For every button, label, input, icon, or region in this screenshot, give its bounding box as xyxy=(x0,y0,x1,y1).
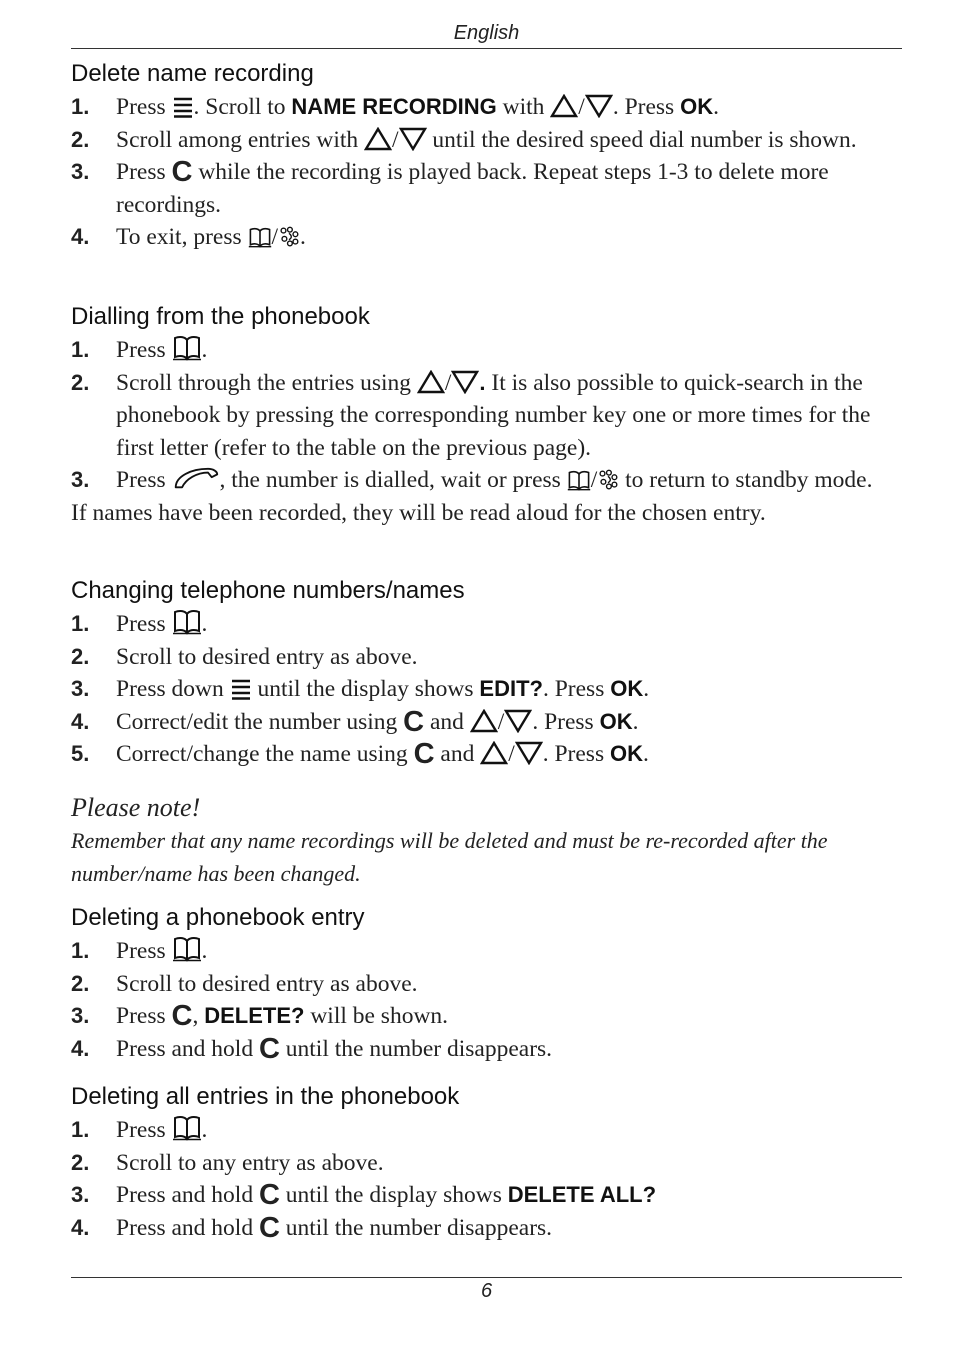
step-3 xyxy=(71,1000,902,1033)
step-text: . xyxy=(201,337,208,363)
step-text: . xyxy=(479,369,486,395)
step-text: . xyxy=(642,741,649,767)
step-text: Press xyxy=(116,1117,172,1143)
step-text: Press and hold xyxy=(116,1182,259,1208)
section-heading: Dialling from the phonebook xyxy=(71,303,370,330)
step-number: 2. xyxy=(71,1149,90,1175)
up-arrow-icon xyxy=(470,709,498,733)
step-text: Press and hold xyxy=(116,1214,259,1241)
section-changing-numbers-names xyxy=(71,576,902,771)
ok-key-label: OK xyxy=(599,708,633,734)
step-1 xyxy=(71,935,902,968)
step-text: . xyxy=(632,708,639,735)
up-arrow-icon xyxy=(550,94,578,118)
step-text: and xyxy=(434,741,481,767)
step-number: 1. xyxy=(71,337,90,362)
step-number: 1. xyxy=(71,611,90,636)
clear-key-icon: C xyxy=(171,1000,193,1032)
step-4 xyxy=(71,706,902,739)
step-number: 2. xyxy=(71,970,90,996)
note-body: Remember that any name recordings will be deleted and must be re-recorded after the number/name has been changed. xyxy=(71,828,828,886)
step-3 xyxy=(71,673,902,706)
note-box xyxy=(71,791,902,890)
ok-key-label: OK xyxy=(609,741,643,766)
step-text: Press down xyxy=(116,676,230,702)
display-text-delete: DELETE? xyxy=(204,1003,305,1028)
phonebook-icon xyxy=(172,609,202,635)
step-number: 4. xyxy=(71,708,90,734)
clear-key-icon: C xyxy=(258,1032,280,1065)
phonebook-icon xyxy=(172,936,202,962)
step-number: 2. xyxy=(71,643,90,669)
header-divider xyxy=(71,48,902,49)
step-text: Scroll to desired entry as above. xyxy=(116,643,418,670)
ok-key-label: OK xyxy=(680,94,714,119)
step-text: to return to standby mode. xyxy=(619,467,873,493)
down-arrow-icon xyxy=(504,709,532,733)
step-text: To exit, press xyxy=(116,224,248,250)
display-text-edit: EDIT? xyxy=(479,676,543,701)
step-1 xyxy=(71,1114,902,1147)
step-text: Press and hold xyxy=(116,1035,259,1062)
section-dialling-from-phonebook xyxy=(71,302,902,529)
slash-separator: / xyxy=(590,467,598,493)
phonebook-icon xyxy=(172,335,202,361)
step-2 xyxy=(71,641,902,674)
step-text: . xyxy=(713,94,719,120)
step-text: Scroll among entries with xyxy=(116,126,365,153)
recorded-names-note: If names have been recorded, they will be read aloud for the chosen entry. xyxy=(71,499,766,526)
step-text: Press xyxy=(116,938,172,964)
step-number: 5. xyxy=(71,741,90,766)
step-1 xyxy=(71,91,902,124)
step-text: . Press xyxy=(542,741,610,767)
up-arrow-icon xyxy=(480,741,508,765)
step-number: 4. xyxy=(71,224,90,249)
up-arrow-icon xyxy=(364,127,392,151)
step-text: until the display shows xyxy=(279,1182,508,1208)
phonebook-icon xyxy=(248,227,272,248)
end-call-icon xyxy=(597,469,619,491)
section-heading: Changing telephone numbers/names xyxy=(71,577,465,604)
step-text: while the recording is played back. Repeat steps 1-3 to delete more recordings. xyxy=(116,159,829,218)
step-text: will be shown. xyxy=(304,1003,449,1029)
step-text: Correct/edit the number using xyxy=(116,708,404,735)
step-number: 3. xyxy=(71,1182,90,1207)
up-arrow-icon xyxy=(417,370,445,394)
section-heading: Deleting a phonebook entry xyxy=(71,904,365,931)
slash-separator: / xyxy=(497,708,505,735)
step-text: Press xyxy=(116,159,172,185)
step-text: Press xyxy=(116,611,172,637)
section-heading: Deleting all entries in the phonebook xyxy=(71,1083,460,1110)
step-number: 3. xyxy=(71,1003,90,1028)
step-number: 3. xyxy=(71,676,90,701)
language-header: English xyxy=(453,22,520,44)
step-number: 2. xyxy=(71,369,90,395)
step-number: 1. xyxy=(71,94,90,119)
step-2 xyxy=(71,124,902,157)
step-1 xyxy=(71,334,902,367)
step-text: , xyxy=(192,1003,205,1029)
step-2 xyxy=(71,968,902,1001)
step-4 xyxy=(71,1212,902,1245)
step-text: and xyxy=(424,708,470,735)
step-text: . Press xyxy=(532,708,600,735)
step-3 xyxy=(71,1179,902,1212)
step-text: Press xyxy=(116,94,172,120)
step-1 xyxy=(71,608,902,641)
step-2 xyxy=(71,367,902,465)
step-text: . Press xyxy=(542,676,611,702)
step-text: with xyxy=(496,94,551,120)
step-text: Scroll through the entries using xyxy=(116,369,417,396)
step-3 xyxy=(71,156,902,221)
step-number: 3. xyxy=(71,159,90,184)
step-4 xyxy=(71,221,902,254)
step-text: . xyxy=(201,1117,208,1143)
slash-separator: / xyxy=(444,369,452,396)
step-text: It is also possible to quick-search in the phonebook by pressing the corresponding number key one or more times for the first letter (refer to the table on the previous page). xyxy=(116,369,871,461)
display-text-name-recording: NAME RECORDING xyxy=(291,94,497,119)
down-arrow-icon xyxy=(451,370,479,394)
clear-key-icon: C xyxy=(258,1211,280,1244)
phonebook-icon xyxy=(567,470,591,491)
section-delete-name-recording xyxy=(71,59,902,254)
step-text: Scroll to any entry as above. xyxy=(116,1149,384,1176)
step-number: 4. xyxy=(71,1214,90,1240)
step-text: until the number disappears. xyxy=(279,1214,553,1241)
section-heading: Delete name recording xyxy=(71,60,314,87)
clear-key-icon: C xyxy=(258,1179,280,1211)
note-title: Please note! xyxy=(71,793,201,822)
step-text: Scroll to desired entry as above. xyxy=(116,970,418,997)
step-text: . Scroll to xyxy=(193,94,292,120)
step-text: . xyxy=(643,676,650,702)
menu-icon xyxy=(172,96,194,118)
step-text: . xyxy=(300,224,306,250)
section-deleting-all-entries xyxy=(71,1082,902,1244)
down-arrow-icon xyxy=(515,741,543,765)
step-text: Press xyxy=(116,1003,172,1029)
step-4 xyxy=(71,1033,902,1066)
menu-icon xyxy=(230,678,252,700)
slash-separator: / xyxy=(271,224,279,250)
step-text: until the number disappears. xyxy=(279,1035,553,1062)
slash-separator: / xyxy=(392,126,399,153)
slash-separator: / xyxy=(578,94,585,120)
call-icon xyxy=(172,467,220,491)
slash-separator: / xyxy=(508,741,515,767)
step-3 xyxy=(71,464,902,497)
step-number: 1. xyxy=(71,938,90,963)
footer-divider xyxy=(71,1277,902,1278)
section-deleting-phonebook-entry xyxy=(71,903,902,1065)
step-text: until the desired speed dial number is shown. xyxy=(426,126,857,153)
end-call-icon xyxy=(278,226,300,248)
step-text: . Press xyxy=(612,94,681,120)
step-text: Press xyxy=(116,337,172,363)
clear-key-icon: C xyxy=(171,156,193,188)
phonebook-icon xyxy=(172,1115,202,1141)
step-text: , the number is dialled, wait or press xyxy=(219,467,567,493)
step-number: 3. xyxy=(71,467,90,492)
step-text: Correct/change the name using xyxy=(116,741,414,767)
step-text: until the display shows xyxy=(251,676,480,702)
down-arrow-icon xyxy=(399,127,427,151)
clear-key-icon: C xyxy=(403,705,425,738)
step-5 xyxy=(71,738,902,771)
step-number: 2. xyxy=(71,126,90,152)
step-2 xyxy=(71,1147,902,1180)
step-text: . xyxy=(201,938,208,964)
step-text: . xyxy=(201,611,208,637)
display-text-delete-all: DELETE ALL? xyxy=(507,1182,657,1207)
page-number: 6 xyxy=(480,1280,493,1302)
step-number: 4. xyxy=(71,1035,90,1061)
ok-key-label: OK xyxy=(610,676,644,701)
clear-key-icon: C xyxy=(413,738,435,770)
down-arrow-icon xyxy=(585,94,613,118)
step-text: Press xyxy=(116,467,172,493)
step-number: 1. xyxy=(71,1117,90,1142)
